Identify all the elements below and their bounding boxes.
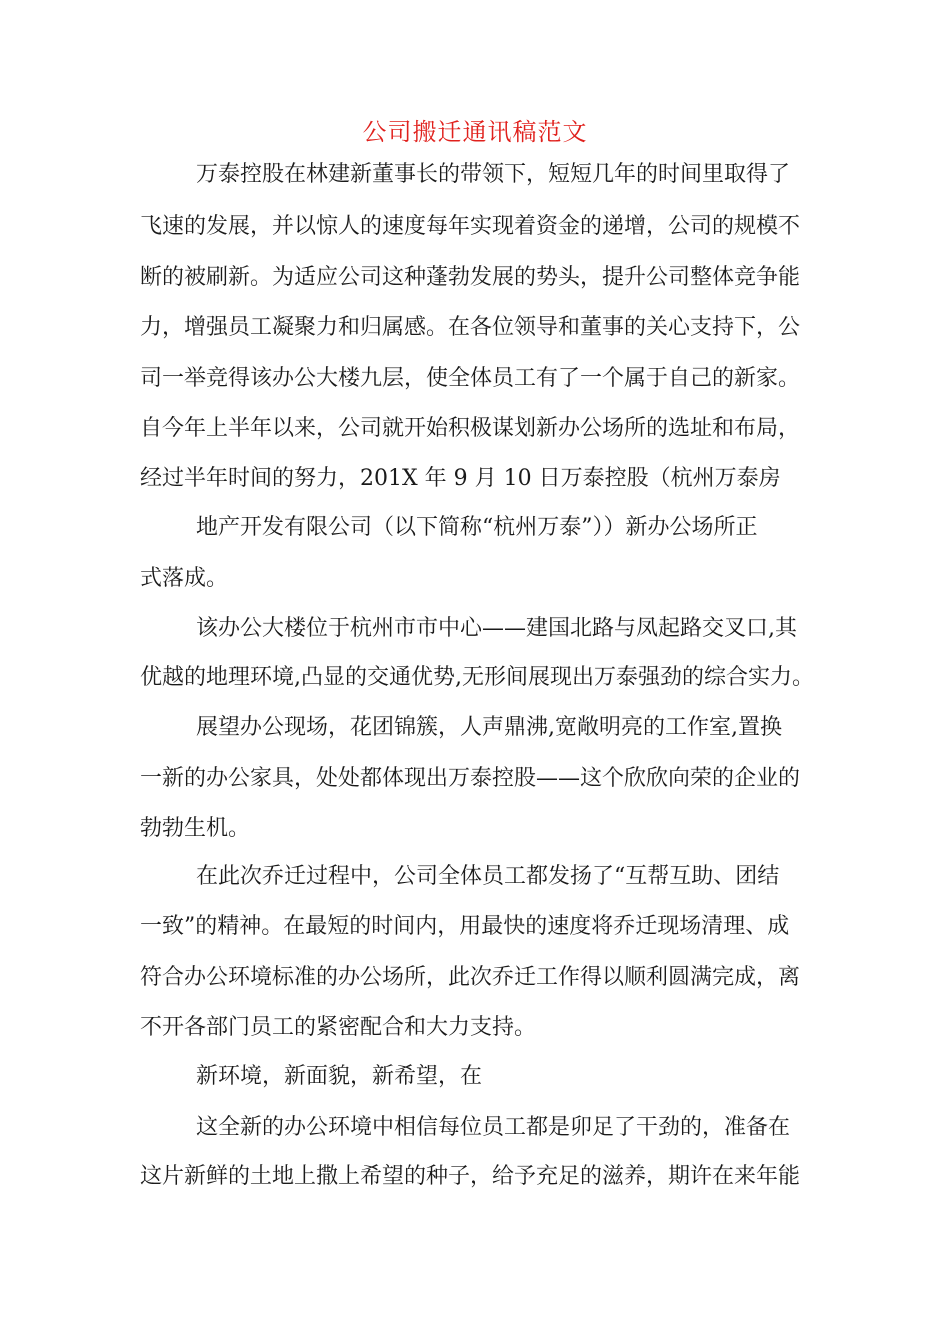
- text-line: 一新的办公家具，处处都体现出万泰控股——这个欣欣向荣的企业的: [140, 766, 801, 791]
- text-line: 在此次乔迁过程中，公司全体员工都发扬了“互帮互助、团结: [196, 864, 780, 889]
- text-line: 勃勃生机。: [140, 816, 251, 841]
- text-line: 式落成。: [140, 566, 229, 591]
- text-line: 地产开发有限公司（以下简称“杭州万泰”））新办公场所正: [196, 515, 758, 540]
- text-line: 一致”的精神。在最短的时间内，用最快的速度将乔迁现场清理、成: [140, 914, 790, 939]
- text-line: 优越的地理环境,凸显的交通优势,无形间展现出万泰强劲的综合实力。: [140, 665, 814, 690]
- text-line: 断的被刷新。为适应公司这种蓬勃发展的势头，提升公司整体竞争能: [140, 265, 801, 290]
- text-line: 经过半年时间的努力，201X 年 9 月 10 日万泰控股（杭州万泰房: [140, 466, 781, 491]
- text-line: 力，增强员工凝聚力和归属感。在各位领导和董事的关心支持下，公: [140, 315, 801, 340]
- text-line: 新环境，新面貌，新希望，在: [196, 1064, 483, 1089]
- text-line: 展望办公现场，花团锦簇，人声鼎沸,宽敞明亮的工作室,置换: [196, 715, 782, 740]
- text-line: 该办公大楼位于杭州市市中心——建国北路与凤起路交叉口,其: [196, 616, 797, 641]
- text-line: 万泰控股在林建新董事长的带领下，短短几年的时间里取得了: [196, 162, 791, 187]
- text-line: 这片新鲜的土地上撒上希望的种子，给予充足的滋养，期许在来年能: [140, 1164, 801, 1189]
- text-line: 自今年上半年以来，公司就开始积极谋划新办公场所的选址和布局，: [140, 416, 801, 441]
- text-line: 不开各部门员工的紧密配合和大力支持。: [140, 1015, 537, 1040]
- text-line: 这全新的办公环境中相信每位员工都是卯足了干劲的，准备在: [196, 1115, 791, 1140]
- text-line: 符合办公环境标准的办公场所，此次乔迁工作得以顺利圆满完成，离: [140, 965, 801, 990]
- text-line: 司一举竞得该办公大楼九层，使全体员工有了一个属于自己的新家。: [140, 366, 801, 391]
- document-title: 公司搬迁通讯稿范文: [362, 118, 588, 146]
- text-line: 飞速的发展，并以惊人的速度每年实现着资金的递增，公司的规模不: [140, 214, 801, 239]
